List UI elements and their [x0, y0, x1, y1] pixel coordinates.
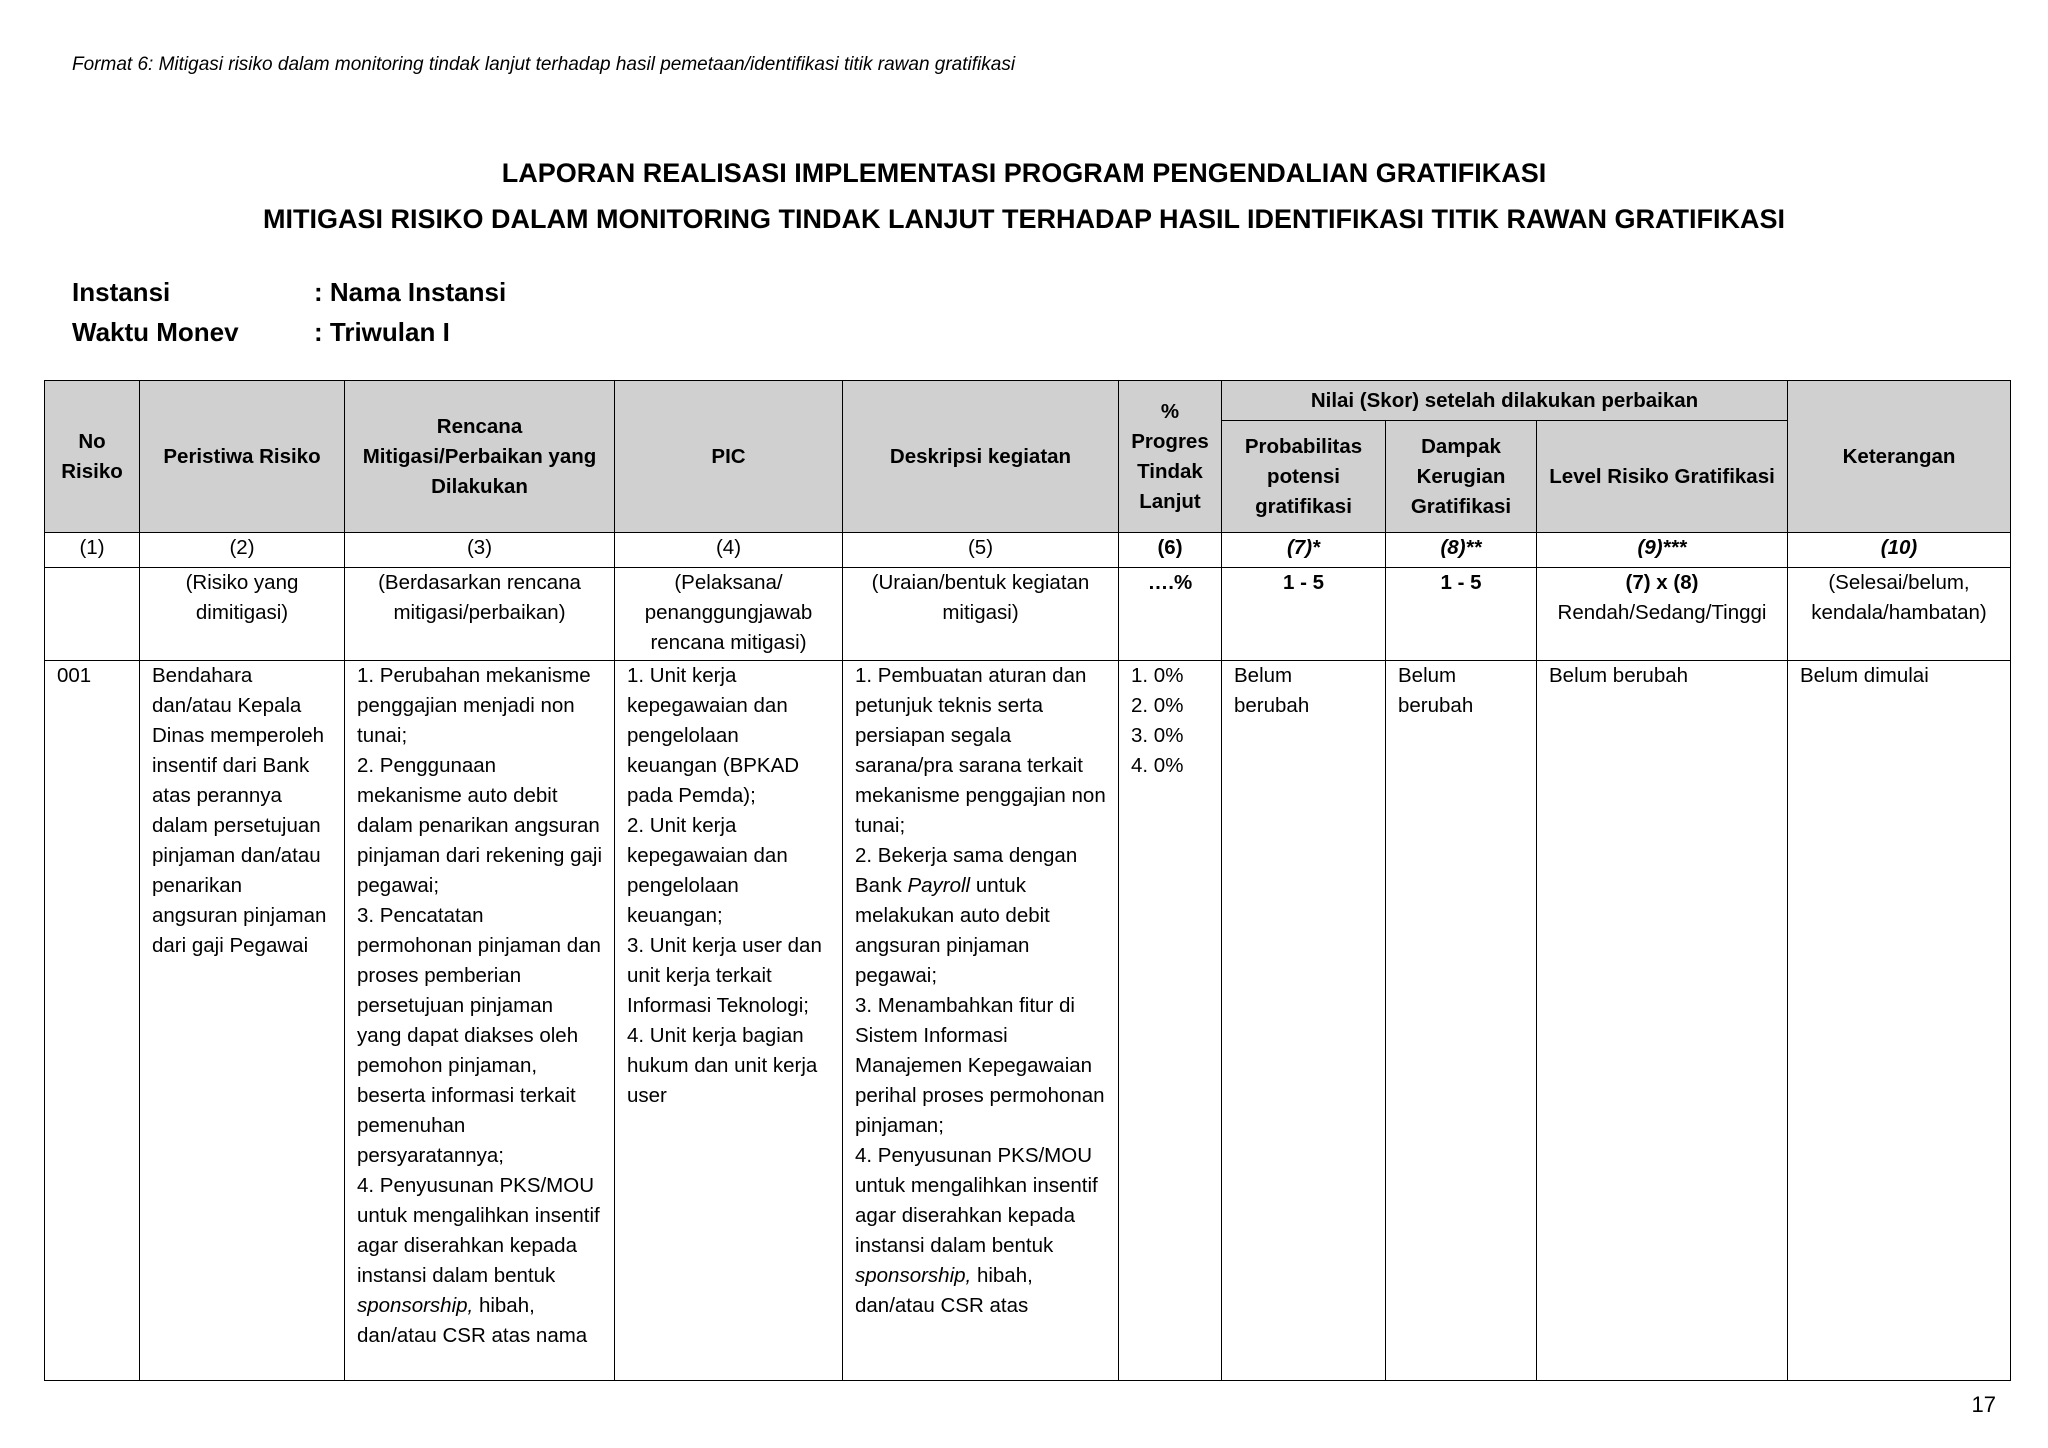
header-row-1 [45, 381, 2011, 421]
header-deskripsi-kegiatan: Deskripsi kegiatan [843, 381, 1119, 533]
column-number: (8)** [1386, 533, 1537, 568]
progres-item: 4. 0% [1131, 754, 1184, 777]
column-number: (7)* [1222, 533, 1386, 568]
column-number: (3) [345, 533, 615, 568]
waktu-monev-value: : Triwulan I [314, 317, 450, 347]
column-description: (Pelaksana/ penanggungjawab rencana mitigasi) [615, 568, 843, 661]
deskripsi-item-text: 2. Bekerja sama dengan Bank [855, 844, 1078, 897]
progres-item: 2. 0% [1131, 694, 1184, 717]
instansi-value: : Nama Instansi [314, 277, 507, 307]
format-note: Format 6: Mitigasi risiko dalam monitoring tindak lanjut terhadap hasil pemetaan/identifikasi titik rawan gratifikasi [72, 54, 1016, 75]
deskripsi-item: 1. Pembuatan aturan dan petunjuk teknis serta persiapan segala sarana/pra sarana terkait mekanisme penggajian non tunai; [855, 664, 1106, 837]
cell-progres [1119, 661, 1222, 1381]
header-probabilitas: Probabilitas potensi gratifikasi [1222, 421, 1386, 533]
column-description: (Selesai/belum, kendala/hambatan) [1788, 568, 2011, 661]
cell-deskripsi-kegiatan [843, 661, 1119, 1381]
deskripsi-item [855, 841, 1106, 991]
cell-probabilitas: Belum berubah [1222, 661, 1386, 1381]
column-description [45, 568, 140, 661]
header-dampak: Dampak Kerugian Gratifikasi [1386, 421, 1537, 533]
column-number: (10) [1788, 533, 2011, 568]
rencana-item: 2. Penggunaan mekanisme auto debit dalam penarikan angsuran pinjaman dari rekening gaji pegawai; [357, 754, 603, 897]
column-number: (9)*** [1537, 533, 1788, 568]
progres-item: 3. 0% [1131, 724, 1184, 747]
column-number: (2) [140, 533, 345, 568]
header-peristiwa-risiko: Peristiwa Risiko [140, 381, 345, 533]
report-title [0, 150, 2048, 242]
rencana-item-italic: sponsorship, [357, 1294, 474, 1317]
pic-item: 2. Unit kerja kepegawaian dan pengelolaan keuangan; [627, 814, 788, 927]
level-formula: (7) x (8) [1625, 571, 1699, 594]
column-description-row [45, 568, 2011, 661]
column-number: (5) [843, 533, 1119, 568]
mitigation-table [44, 380, 2011, 1381]
page-number: 17 [1971, 1392, 1996, 1417]
deskripsi-item-italic: Payroll [907, 874, 971, 897]
column-number: (4) [615, 533, 843, 568]
column-number-row [45, 533, 2011, 568]
deskripsi-item-text: untuk melakukan auto debit angsuran pinjaman pegawai; [855, 874, 1050, 987]
header-nilai-skor-group: Nilai (Skor) setelah dilakukan perbaikan [1222, 381, 1788, 421]
pic-item: 3. Unit kerja user dan unit kerja terkait Informasi Teknologi; [627, 934, 822, 1017]
deskripsi-item-text: hibah, dan/atau CSR atas [855, 1264, 1033, 1317]
title-line-2: MITIGASI RISIKO DALAM MONITORING TINDAK LANJUT TERHADAP HASIL IDENTIFIKASI TITIK RAWAN GRATIFIKASI [263, 204, 1785, 234]
level-scale: Rendah/Sedang/Tinggi [1557, 601, 1767, 624]
cell-level-risiko: Belum berubah [1537, 661, 1788, 1381]
deskripsi-item [855, 1141, 1106, 1321]
rencana-item: 3. Pencatatan permohonan pinjaman dan proses pemberian persetujuan pinjaman yang dapat diakses oleh pemohon pinjaman, beserta informasi terkait pemenuhan persyaratannya; [357, 904, 601, 1167]
header-level-risiko: Level Risiko Gratifikasi [1537, 421, 1788, 533]
cell-rencana-mitigasi [345, 661, 615, 1381]
rencana-item-text: hibah, dan/atau CSR atas nama [357, 1294, 588, 1347]
rencana-item-text: 4. Penyusunan PKS/MOU untuk mengalihkan insentif agar diserahkan kepada instansi dalam bentuk [357, 1174, 600, 1287]
cell-peristiwa-risiko: Bendahara dan/atau Kepala Dinas memperoleh insentif dari Bank atas perannya dalam persetujuan pinjaman dan/atau penarikan angsuran pinjaman dari gaji Pegawai [140, 661, 345, 1381]
table-row [45, 661, 2011, 1381]
header-rencana-mitigasi: Rencana Mitigasi/Perbaikan yang Dilakukan [345, 381, 615, 533]
cell-dampak: Belum berubah [1386, 661, 1537, 1381]
cell-no-risiko: 001 [45, 661, 140, 1381]
progres-item: 1. 0% [1131, 664, 1184, 687]
pic-item: 1. Unit kerja kepegawaian dan pengelolaan keuangan (BPKAD pada Pemda); [627, 664, 800, 807]
header-no-risiko: No Risiko [45, 381, 140, 533]
rencana-item [357, 1171, 602, 1351]
column-description [1537, 568, 1788, 661]
pic-item: 4. Unit kerja bagian hukum dan unit kerja user [627, 1024, 818, 1107]
header-pic: PIC [615, 381, 843, 533]
column-description: 1 - 5 [1386, 568, 1537, 661]
column-number: (6) [1119, 533, 1222, 568]
column-description: 1 - 5 [1222, 568, 1386, 661]
meta-instansi-row [72, 272, 506, 312]
cell-pic [615, 661, 843, 1381]
deskripsi-item-text: 4. Penyusunan PKS/MOU untuk mengalihkan insentif agar diserahkan kepada instansi dalam bentuk [855, 1144, 1098, 1257]
rencana-item: 1. Perubahan mekanisme penggajian menjadi non tunai; [357, 664, 591, 747]
cell-keterangan: Belum dimulai [1788, 661, 2011, 1381]
title-line-1: LAPORAN REALISASI IMPLEMENTASI PROGRAM PENGENDALIAN GRATIFIKASI [501, 158, 1547, 188]
deskripsi-item: 3. Menambahkan fitur di Sistem Informasi Manajemen Kepegawaian perihal proses permohonan pinjaman; [855, 994, 1105, 1137]
meta-waktu-row [72, 312, 506, 352]
column-description: (Risiko yang dimitigasi) [140, 568, 345, 661]
header-keterangan: Keterangan [1788, 381, 2011, 533]
column-number: (1) [45, 533, 140, 568]
header-progres: % Progres Tindak Lanjut [1119, 381, 1222, 533]
instansi-label: Instansi [72, 277, 171, 307]
report-meta [72, 272, 506, 352]
column-description: (Berdasarkan rencana mitigasi/perbaikan) [345, 568, 615, 661]
waktu-monev-label: Waktu Monev [72, 317, 239, 347]
column-description: ….% [1119, 568, 1222, 661]
column-description: (Uraian/bentuk kegiatan mitigasi) [843, 568, 1119, 661]
deskripsi-item-italic: sponsorship, [855, 1264, 972, 1287]
